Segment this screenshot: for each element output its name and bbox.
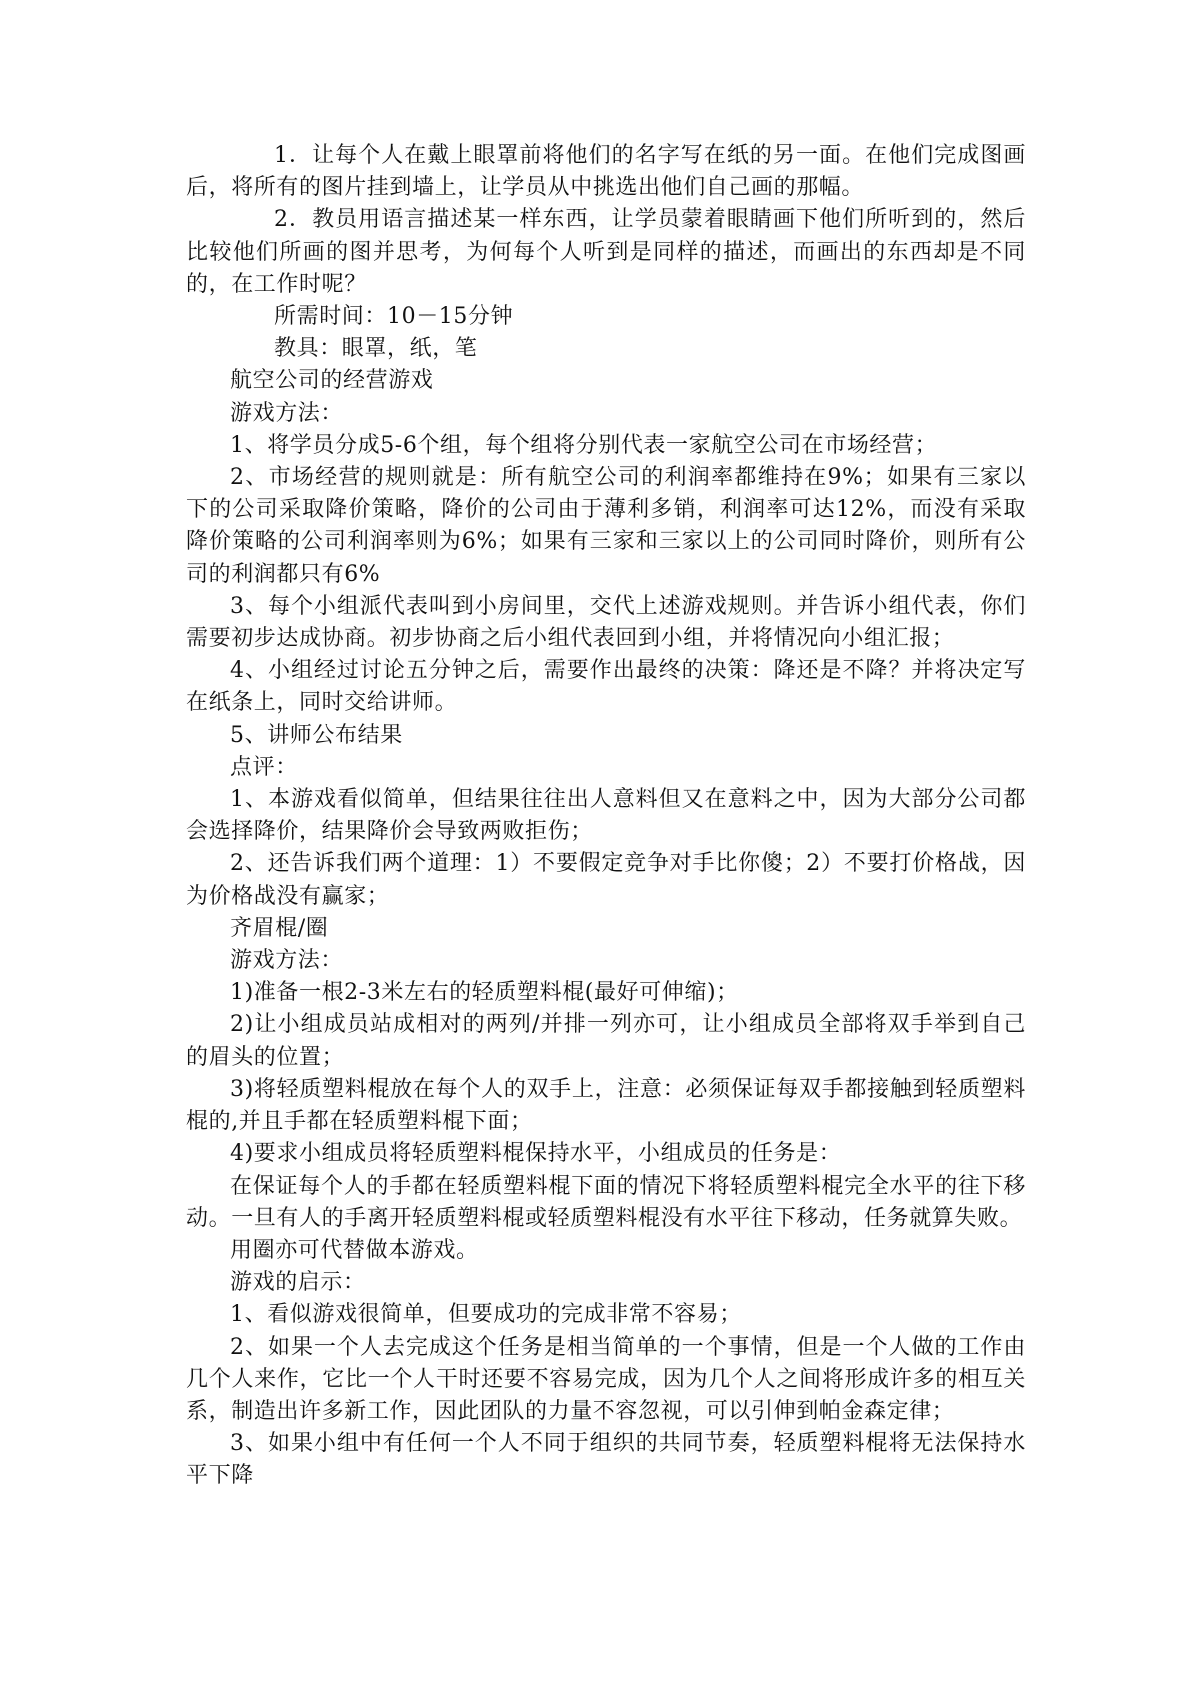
paragraph-review-2: 2、还告诉我们两个道理：1）不要假定竞争对手比你傻；2）不要打价格战，因为价格战没有赢家；	[186, 851, 1026, 909]
paragraph-insight-3: 3、如果小组中有任何一个人不同于组织的共同节奏，轻质塑料棍将无法保持水平下降	[186, 1431, 1026, 1489]
paragraph-1: 1．让每个人在戴上眼罩前将他们的名字写在纸的另一面。在他们完成图画后，将所有的图片挂到墙上，让学员从中挑选出他们自己画的那幅。	[186, 143, 1026, 201]
paragraph-2: 2．教员用语言描述某一样东西，让学员蒙着眼睛画下他们所听到的，然后比较他们所画的图并思考，为何每个人听到是同样的描述，而画出的东西却是不同的，在工作时呢？	[186, 207, 1026, 297]
paragraph-stick-step-4: 4)要求小组成员将轻质塑料棍保持水平，小组成员的任务是：	[230, 1141, 842, 1167]
document-body	[186, 140, 1026, 1493]
paragraph-airline-step-1: 1、将学员分成5-6个组，每个组将分别代表一家航空公司在市场经营；	[230, 432, 938, 458]
paragraph-stick-step-2: 2)让小组成员站成相对的两列/并排一列亦可，让小组成员全部将双手举到自己的眉头的位置；	[186, 1012, 1026, 1070]
subheading-review: 点评：	[230, 754, 298, 780]
subheading-game-method: 游戏方法：	[230, 400, 344, 426]
paragraph-airline-step-4: 4、小组经过讨论五分钟之后，需要作出最终的决策：降还是不降？并将决定写在纸条上，同时交给讲师。	[186, 658, 1026, 716]
paragraph-airline-step-2: 2、市场经营的规则就是：所有航空公司的利润率都维持在9%；如果有三家以下的公司采取降价策略，降价的公司由于薄利多销，利润率可达12%，而没有采取降价策略的公司利润率则为6%；如果有三家和三家以上的公司同时降价，则所有公司的利润都只有6%	[186, 465, 1026, 587]
section-heading-stick-game: 齐眉棍/圈	[230, 915, 329, 941]
paragraph-insight-1: 1、看似游戏很简单，但要成功的完成非常不容易；	[230, 1302, 742, 1328]
paragraph-stick-task: 在保证每个人的手都在轻质塑料棍下面的情况下将轻质塑料棍完全水平的往下移动。一旦有人的手离开轻质塑料棍或轻质塑料棍没有水平往下移动，任务就算失败。	[186, 1173, 1026, 1231]
paragraph-stick-step-1: 1)准备一根2-3米左右的轻质塑料棍(最好可伸缩)；	[230, 980, 739, 1006]
paragraph-stick-step-3: 3)将轻质塑料棍放在每个人的双手上，注意：必须保证每双手都接触到轻质塑料棍的,并且手都在轻质塑料棍下面；	[186, 1076, 1026, 1135]
paragraph-airline-step-5: 5、讲师公布结果	[230, 722, 403, 748]
paragraph-materials: 教具：眼罩，纸，笔	[274, 336, 478, 362]
paragraph-review-1: 1、本游戏看似简单，但结果往往出人意料但又在意料之中，因为大部分公司都会选择降价，结果降价会导致两败拒伤；	[186, 787, 1026, 845]
paragraph-stick-alt: 用圈亦可代替做本游戏。	[230, 1237, 479, 1263]
paragraph-time-required: 所需时间：10－15分钟	[274, 304, 514, 330]
subheading-game-method-2: 游戏方法：	[230, 948, 344, 974]
subheading-game-insights: 游戏的启示：	[230, 1270, 366, 1296]
paragraph-airline-step-3: 3、每个小组派代表叫到小房间里，交代上述游戏规则。并告诉小组代表，你们需要初步达成协商。初步协商之后小组代表回到小组，并将情况向小组汇报；	[186, 593, 1026, 652]
section-heading-airline-game: 航空公司的经营游戏	[230, 368, 434, 394]
paragraph-insight-2: 2、如果一个人去完成这个任务是相当简单的一个事情，但是一个人做的工作由几个人来作，它比一个人干时还要不容易完成，因为几个人之间将形成许多的相互关系，制造出许多新工作，因此团队的力量不容忽视，可以引伸到帕金森定律；	[186, 1334, 1026, 1424]
